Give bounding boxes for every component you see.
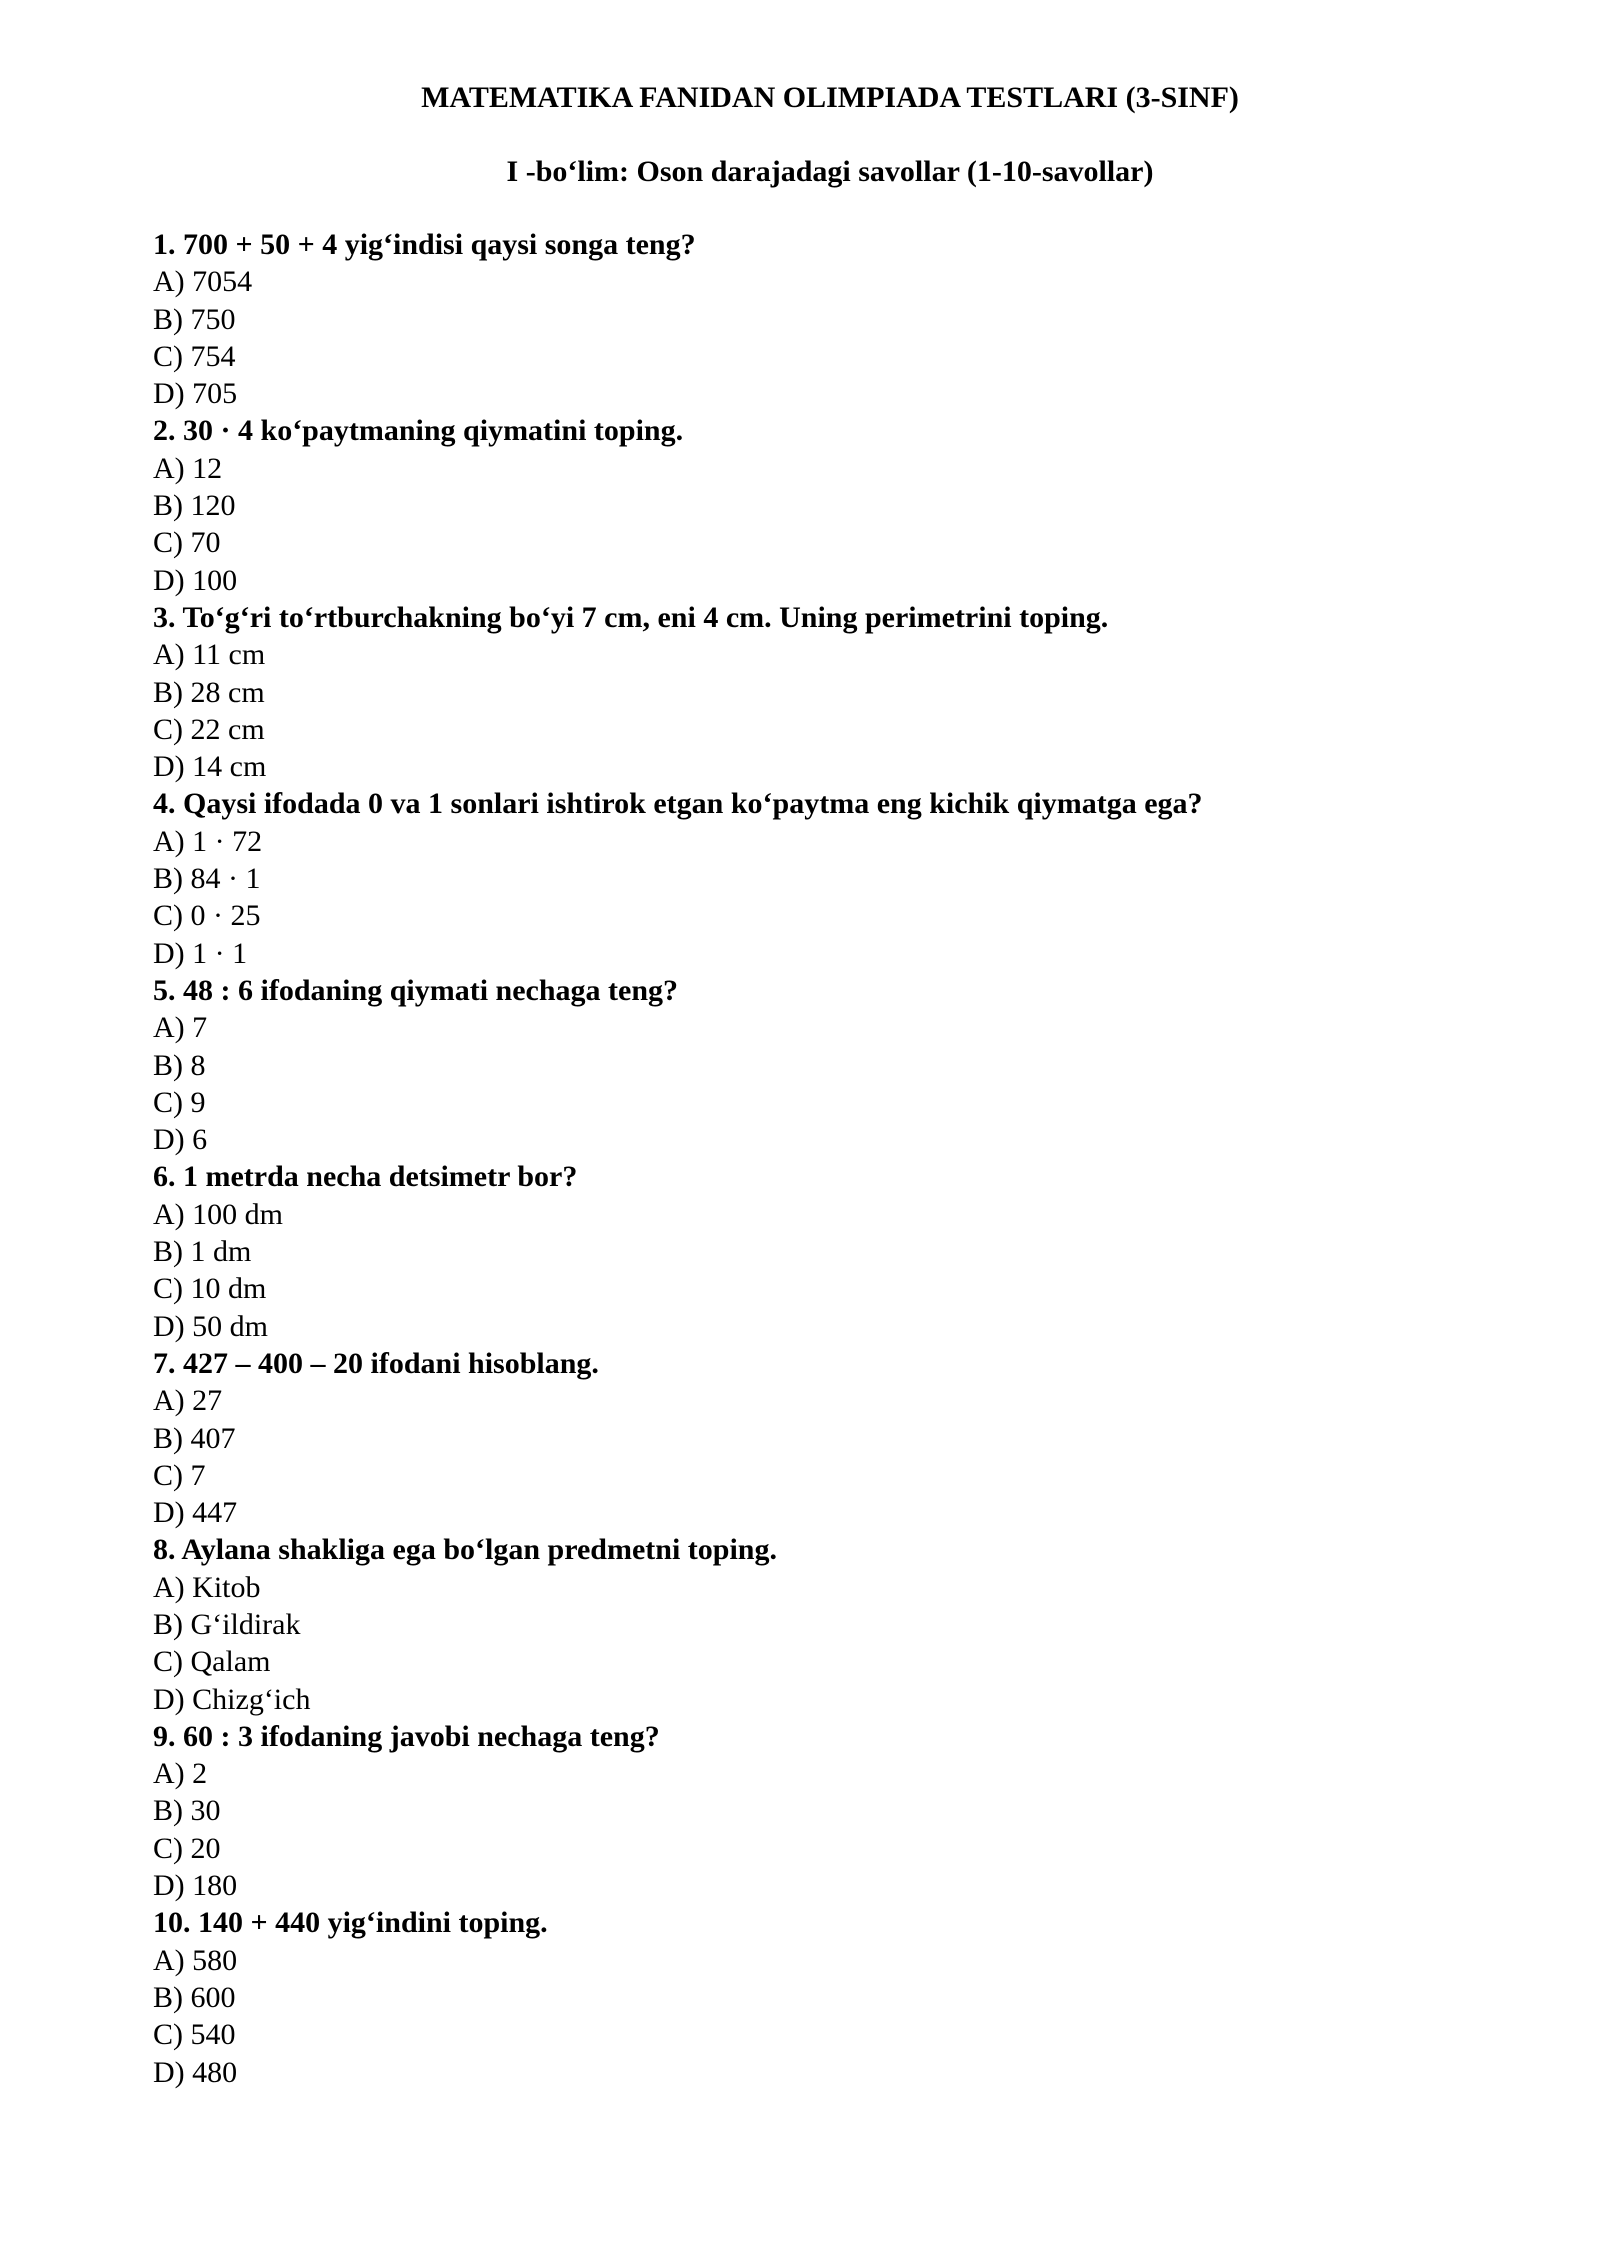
option-d: D) 50 dm — [153, 1309, 268, 1343]
question-7 — [153, 1345, 1453, 1531]
section-title: I -bo‘lim: Oson darajadagi savollar (1-10-savollar) — [506, 155, 1154, 188]
option-d: D) Chizg‘ich — [153, 1682, 311, 1716]
question-text: 5. 48 : 6 ifodaning qiymati nechaga teng? — [153, 973, 679, 1007]
option-d: D) 1 · 1 — [153, 936, 248, 970]
question-8 — [153, 1531, 1453, 1717]
option-b: B) 600 — [153, 1980, 236, 2014]
question-text: 10. 140 + 440 yig‘indini toping. — [153, 1906, 548, 1940]
question-6 — [153, 1158, 1453, 1344]
document-title: MATEMATIKA FANIDAN OLIMPIADA TESTLARI (3-SINF) — [421, 81, 1239, 114]
option-a: A) 100 dm — [153, 1197, 283, 1231]
option-b: B) 28 cm — [153, 675, 265, 709]
answer-options — [153, 1755, 1453, 1904]
option-d: D) 447 — [153, 1496, 238, 1530]
answer-options — [153, 450, 1453, 599]
question-5 — [153, 972, 1453, 1158]
option-c: C) 9 — [153, 1085, 206, 1119]
answer-options — [153, 1009, 1453, 1158]
option-d: D) 705 — [153, 377, 238, 411]
option-c: C) 7 — [153, 1458, 206, 1492]
answer-options — [153, 1196, 1453, 1345]
option-b: B) 1 dm — [153, 1235, 252, 1269]
option-d: D) 480 — [153, 2055, 238, 2089]
question-text: 6. 1 metrda necha detsimetr bor? — [153, 1160, 578, 1194]
question-4 — [153, 785, 1453, 971]
option-d: D) 14 cm — [153, 750, 267, 784]
option-b: B) 8 — [153, 1048, 206, 1082]
option-a: A) 580 — [153, 1943, 238, 1977]
option-b: B) 84 · 1 — [153, 862, 261, 896]
option-a: A) 2 — [153, 1757, 208, 1791]
answer-options — [153, 263, 1453, 412]
option-c: C) 10 dm — [153, 1272, 267, 1306]
option-c: C) 0 · 25 — [153, 899, 261, 933]
question-text: 8. Aylana shakliga ega bo‘lgan predmetni toping. — [153, 1533, 777, 1567]
option-a: A) 27 — [153, 1384, 223, 1418]
answer-options — [153, 823, 1453, 972]
option-d: D) 180 — [153, 1869, 238, 1903]
question-2 — [153, 412, 1453, 598]
question-text: 1. 700 + 50 + 4 yig‘indisi qaysi songa teng? — [153, 228, 696, 261]
option-c: C) Qalam — [153, 1645, 271, 1679]
option-c: C) 20 — [153, 1831, 221, 1865]
option-b: B) 120 — [153, 489, 236, 523]
option-c: C) 70 — [153, 526, 221, 560]
option-b: B) G‘ildirak — [153, 1607, 301, 1641]
answer-options — [153, 1942, 1453, 2091]
question-3 — [153, 599, 1453, 785]
option-a: A) 11 cm — [153, 638, 266, 672]
question-text: 7. 427 – 400 – 20 ifodani hisoblang. — [153, 1346, 599, 1380]
question-1 — [153, 226, 1453, 412]
option-a: A) 7054 — [153, 265, 253, 299]
question-text: 2. 30 · 4 ko‘paytmaning qiymatini toping. — [153, 414, 684, 448]
question-text: 9. 60 : 3 ifodaning javobi nechaga teng? — [153, 1719, 660, 1753]
answer-options — [153, 1569, 1453, 1718]
option-c: C) 754 — [153, 339, 236, 373]
option-a: A) 12 — [153, 451, 223, 485]
option-a: A) 1 · 72 — [153, 824, 263, 858]
question-text: 3. To‘g‘ri to‘rtburchakning bo‘yi 7 cm, eni 4 cm. Uning perimetrini toping. — [153, 600, 1109, 634]
option-a: A) Kitob — [153, 1570, 261, 1604]
question-list — [153, 226, 1453, 2091]
answer-options — [153, 636, 1453, 785]
question-9 — [153, 1718, 1453, 1904]
option-c: C) 540 — [153, 2018, 236, 2052]
option-a: A) 7 — [153, 1011, 208, 1045]
option-b: B) 30 — [153, 1794, 221, 1828]
question-text: 4. Qaysi ifodada 0 va 1 sonlari ishtirok etgan ko‘paytma eng kichik qiymatga ega? — [153, 787, 1203, 821]
option-d: D) 100 — [153, 563, 238, 597]
option-b: B) 407 — [153, 1421, 236, 1455]
option-c: C) 22 cm — [153, 712, 265, 746]
answer-options — [153, 1382, 1453, 1531]
question-10 — [153, 1904, 1453, 2090]
option-d: D) 6 — [153, 1123, 208, 1157]
option-b: B) 750 — [153, 302, 236, 336]
